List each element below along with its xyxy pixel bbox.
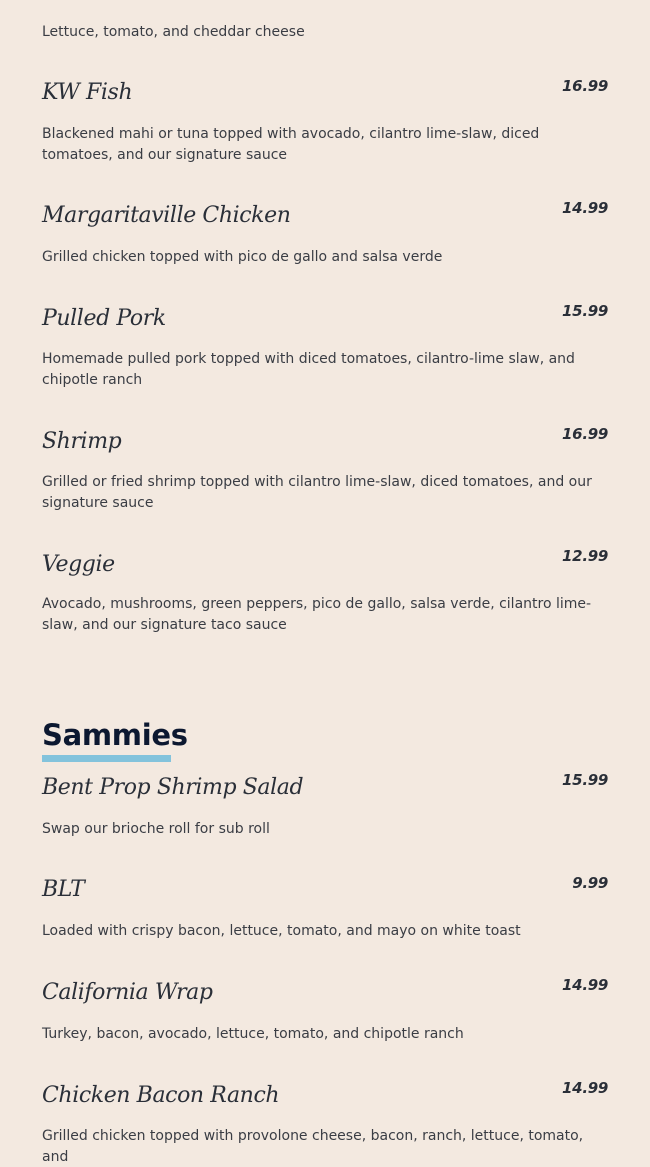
item-price-pulled-pork: 15.99 — [562, 302, 608, 320]
item-price-california-wrap: 14.99 — [562, 976, 608, 994]
item-description-veggie: Avocado, mushrooms, green peppers, pico de gallo, salsa verde, cilantro lime-slaw, and our signature taco sauce — [42, 596, 592, 633]
item-description-kw-fish: Blackened mahi or tuna topped with avocado, cilantro lime-slaw, diced tomatoes, and our signature sauce — [42, 126, 540, 163]
item-price-veggie: 12.99 — [562, 547, 608, 565]
item-name-bent-prop-shrimp-salad: Bent Prop Shrimp Salad — [42, 775, 304, 800]
item-price-shrimp: 16.99 — [562, 425, 608, 443]
item-name-margaritaville-chicken: Margaritaville Chicken — [42, 203, 291, 228]
item-description-bent-prop-shrimp-salad: Swap our brioche roll for sub roll — [42, 821, 270, 837]
item-description-margaritaville-chicken: Grilled chicken topped with pico de gallo and salsa verde — [42, 249, 443, 265]
item-name-blt: BLT — [42, 877, 85, 902]
item-description-blt: Loaded with crispy bacon, lettuce, tomato, and mayo on white toast — [42, 923, 521, 939]
item-description-chicken-bacon-ranch: Grilled chicken topped with provolone cheese, bacon, ranch, lettuce, tomato, and — [42, 1128, 584, 1165]
item-name-shrimp: Shrimp — [42, 429, 122, 454]
item-price-chicken-bacon-ranch: 14.99 — [562, 1079, 608, 1097]
item-name-california-wrap: California Wrap — [42, 980, 213, 1005]
partial-item-description: Lettuce, tomato, and cheddar cheese — [42, 24, 305, 40]
item-description-shrimp: Grilled or fried shrimp topped with cilantro lime-slaw, diced tomatoes, and our signature sauce — [42, 474, 592, 511]
item-description-california-wrap: Turkey, bacon, avocado, lettuce, tomato, and chipotle ranch — [42, 1026, 464, 1042]
section-title-underline — [42, 755, 171, 762]
item-price-blt: 9.99 — [572, 874, 608, 892]
item-description-pulled-pork: Homemade pulled pork topped with diced tomatoes, cilantro-lime slaw, and chipotle ranch — [42, 351, 575, 388]
item-name-kw-fish: KW Fish — [42, 80, 133, 105]
item-price-bent-prop-shrimp-salad: 15.99 — [562, 771, 608, 789]
item-name-veggie: Veggie — [42, 552, 115, 577]
item-price-kw-fish: 16.99 — [562, 77, 608, 95]
item-name-pulled-pork: Pulled Pork — [42, 306, 166, 331]
item-name-chicken-bacon-ranch: Chicken Bacon Ranch — [42, 1083, 280, 1108]
item-price-margaritaville-chicken: 14.99 — [562, 199, 608, 217]
section-title-sammies: Sammies — [42, 718, 188, 752]
